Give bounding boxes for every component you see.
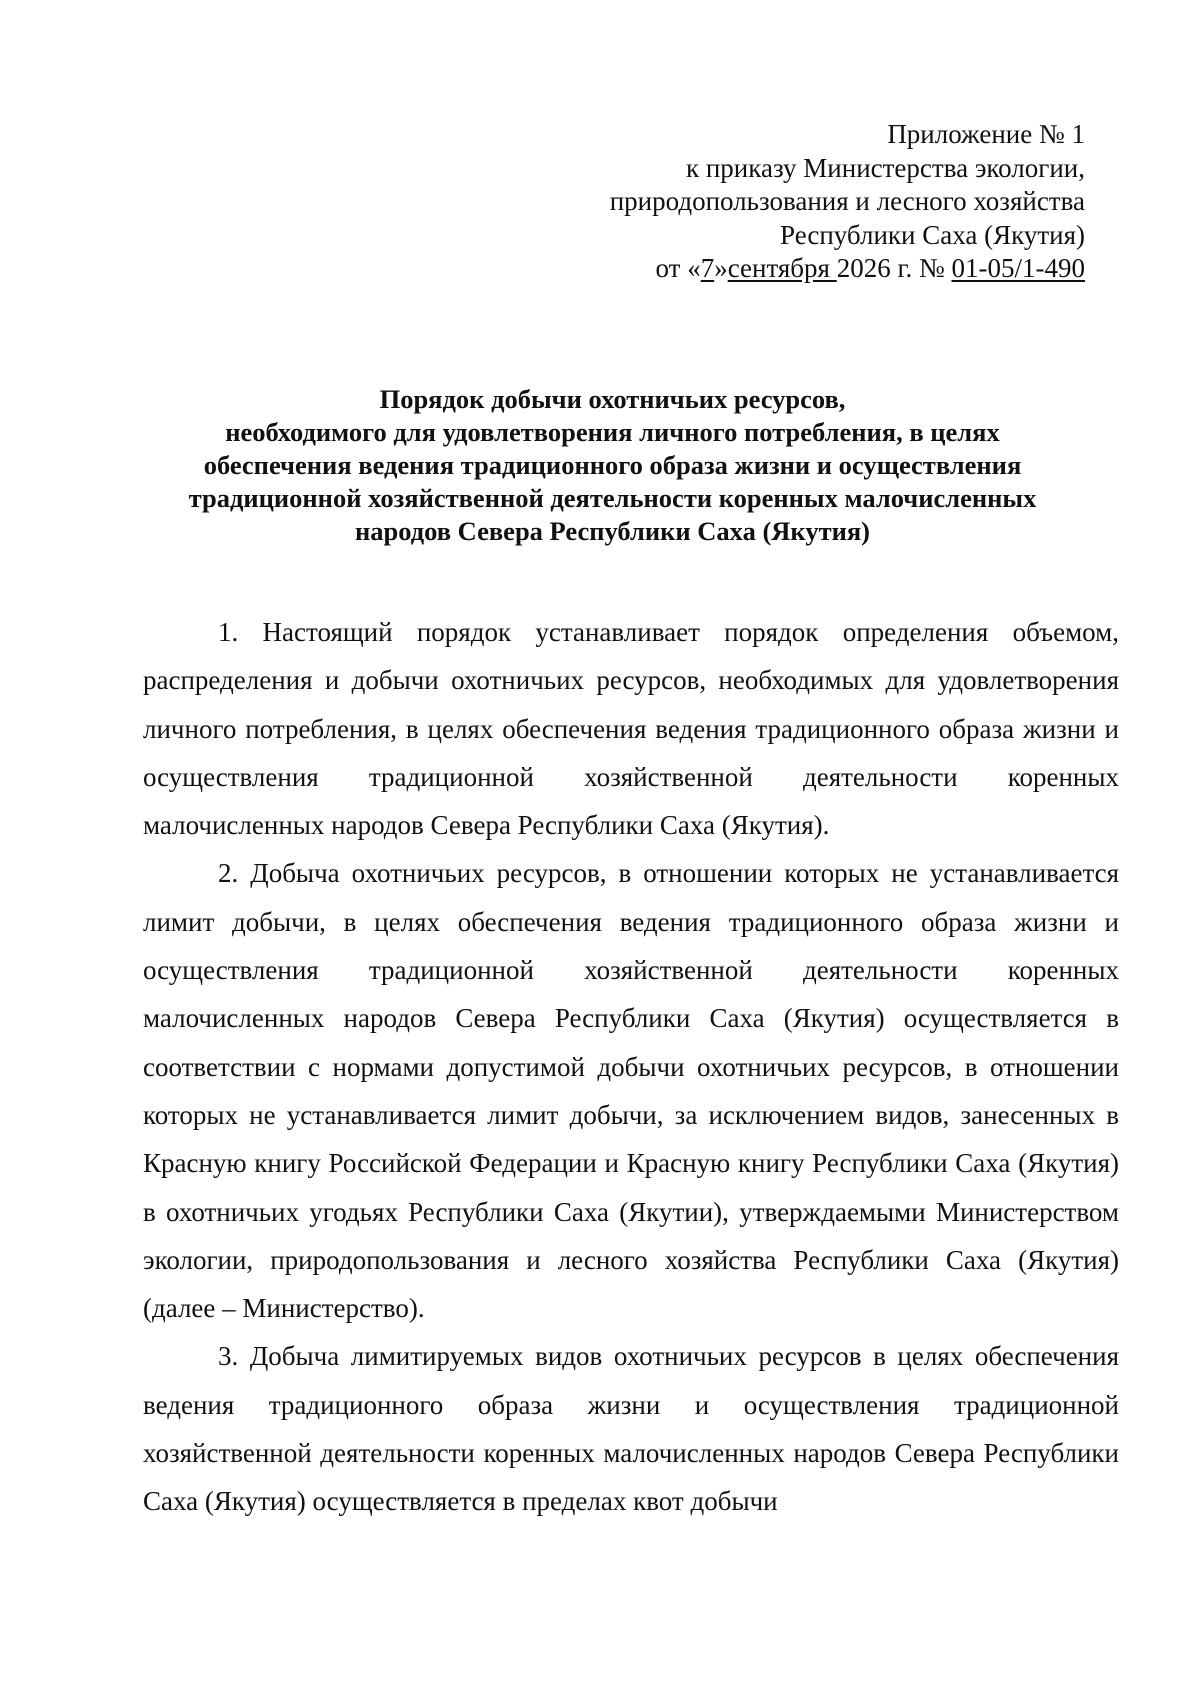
date-day: 7 xyxy=(700,253,715,283)
approval-republic-line: Республики Саха (Якутия) xyxy=(780,219,1085,250)
approval-ministry-line: природопользования и лесного хозяйства xyxy=(609,186,1085,216)
title-line-4: традиционной хозяйственной деятельности коренных малочисленных xyxy=(188,483,1037,513)
paragraph-2: 2. Добыча охотничьих ресурсов, в отношении которых не устанавливается лимит добычи, в целях обеспечения ведения традиционного образа жизни и осуществления традиционной хозяйственной деятельности коренных малочисленных народов Севера Республики Саха (Якутия) осуществляется в соответствии с нормами допустимой добычи охотничьих ресурсов, в отношении которых не устанавливается лимит добычи, за исключением видов, занесенных в Красную книгу Российской Федерации и Красную книгу Республики Саха (Якутия) в охотничьих угодьях Республики Саха (Якутии), утверждаемыми Министерством экологии, природопользования и лесного хозяйства Республики Саха (Якутия) (далее – Министерство). xyxy=(143,858,1119,1324)
title-line-3: обеспечения ведения традиционного образа жизни и осуществления xyxy=(203,450,1022,480)
paragraph-3: 3. Добыча лимитируемых видов охотничьих ресурсов в целях обеспечения ведения традиционного образа жизни и осуществления традиционной хозяйственной деятельности коренных малочисленных народов Севера Республики Саха (Якутия) осуществляется в пределах квот добычи xyxy=(143,1341,1119,1517)
approval-block xyxy=(485,118,1085,286)
approval-order-ref: к приказу Министерства экологии, xyxy=(685,152,1085,183)
date-prefix: от « xyxy=(655,253,701,283)
paragraph-1: 1. Настоящий порядок устанавливает порядок определения объемом, распределения и добычи охотничьих ресурсов, необходимых для удовлетворения личного потребления, в целях обеспечения ведения традиционного образа жизни и осуществления традиционной хозяйственной деятельности коренных малочисленных народов Севера Республики Саха (Якутия). xyxy=(143,617,1119,841)
document-title xyxy=(140,383,1085,548)
title-line-1: Порядок добычи охотничьих ресурсов, xyxy=(379,384,846,414)
approval-date-line xyxy=(485,252,1085,286)
document-body xyxy=(143,608,1119,1526)
title-line-2: необходимого для удовлетворения личного потребления, в целях xyxy=(225,417,1000,447)
date-year: 2026 г. № xyxy=(836,253,952,283)
title-line-5: народов Севера Республики Саха (Якутия) xyxy=(354,516,871,546)
approval-annex-number: Приложение № 1 xyxy=(887,119,1085,149)
order-number: 01-05/1-490 xyxy=(951,253,1085,283)
date-month: сентября xyxy=(727,253,837,283)
date-quote-close: » xyxy=(714,253,728,283)
